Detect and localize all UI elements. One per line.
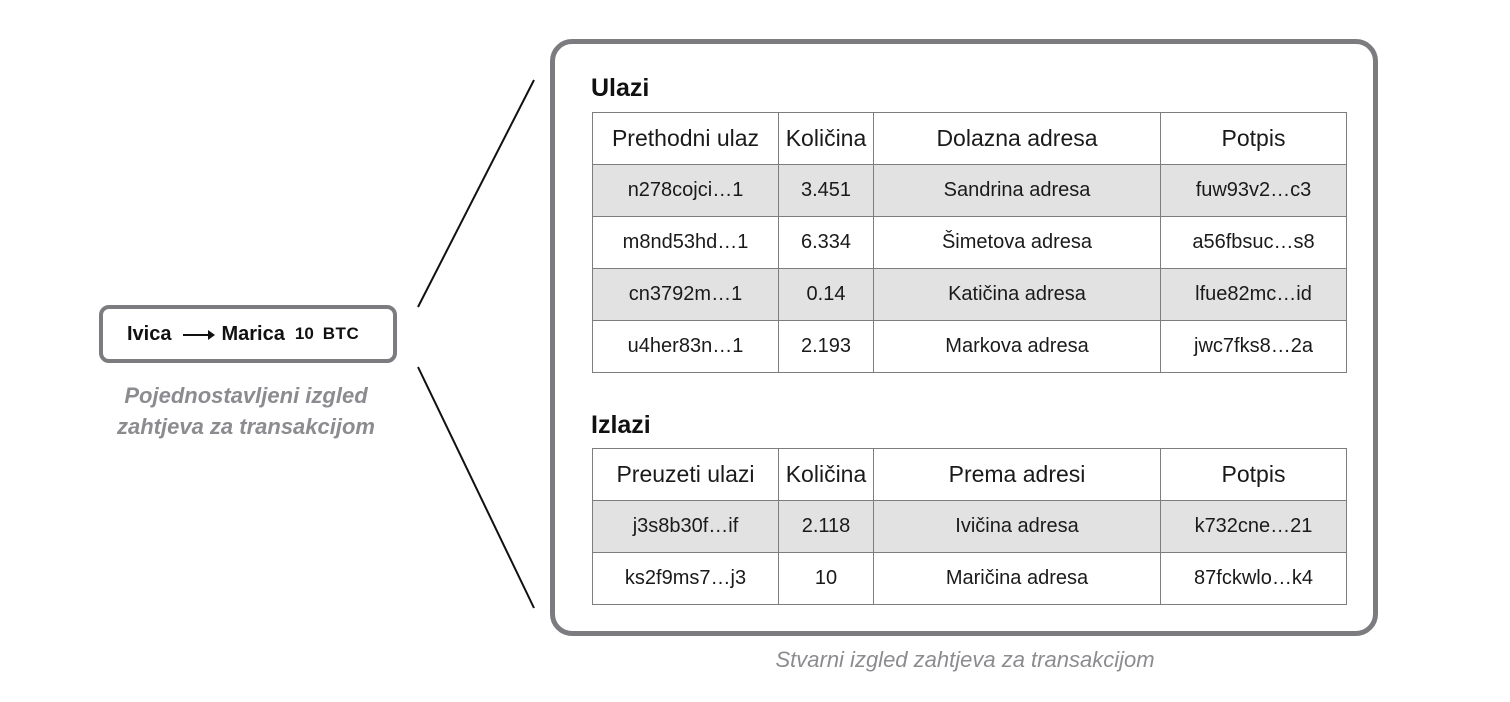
inputs-header-incoming-address: Dolazna adresa xyxy=(874,113,1161,165)
inputs-header-previous-input: Prethodni ulaz xyxy=(593,113,779,165)
amount-cell: 2.193 xyxy=(779,321,874,373)
address-cell: Katičina adresa xyxy=(874,269,1161,321)
simplified-caption xyxy=(96,380,396,442)
table-row xyxy=(593,553,1347,605)
amount-cell: 10 xyxy=(779,553,874,605)
inputs-header-signature: Potpis xyxy=(1161,113,1347,165)
arrow-right-icon xyxy=(183,334,211,336)
outputs-header-row xyxy=(593,449,1347,501)
outputs-header-amount: Količina xyxy=(779,449,874,501)
amount-cell: 6.334 xyxy=(779,217,874,269)
address-cell: Sandrina adresa xyxy=(874,165,1161,217)
previous-input-cell: cn3792m…1 xyxy=(593,269,779,321)
outputs-title: Izlazi xyxy=(591,411,651,439)
transaction-amount: 10 xyxy=(294,324,314,343)
previous-input-cell: n278cojci…1 xyxy=(593,165,779,217)
outputs-table xyxy=(592,448,1347,605)
simplified-caption-line2: zahtjeva za transakcijom xyxy=(116,414,375,439)
signature-cell: a56fbsuc…s8 xyxy=(1161,217,1347,269)
previous-input-cell: m8nd53hd…1 xyxy=(593,217,779,269)
signature-cell: fuw93v2…c3 xyxy=(1161,165,1347,217)
zoom-line-top xyxy=(418,80,534,307)
signature-cell: 87fckwlo…k4 xyxy=(1161,553,1347,605)
table-row xyxy=(593,165,1347,217)
amount-cell: 0.14 xyxy=(779,269,874,321)
signature-cell: k732cne…21 xyxy=(1161,501,1347,553)
sender-name: Ivica xyxy=(127,322,172,345)
inputs-header-row xyxy=(593,113,1347,165)
recipient-name: Marica xyxy=(221,322,285,345)
table-row xyxy=(593,321,1347,373)
inputs-title: Ulazi xyxy=(591,74,650,102)
inputs-table xyxy=(592,112,1347,373)
detailed-caption: Stvarni izgled zahtjeva za transakcijom xyxy=(775,647,1155,672)
taken-input-cell: j3s8b30f…if xyxy=(593,501,779,553)
simplified-caption-line1: Pojednostavljeni izgled xyxy=(124,383,368,408)
signature-cell: lfue82mc…id xyxy=(1161,269,1347,321)
transaction-currency: BTC xyxy=(322,324,360,343)
outputs-header-taken-inputs: Preuzeti ulazi xyxy=(593,449,779,501)
address-cell: Maričina adresa xyxy=(874,553,1161,605)
address-cell: Šimetova adresa xyxy=(874,217,1161,269)
outputs-header-signature: Potpis xyxy=(1161,449,1347,501)
amount-cell: 3.451 xyxy=(779,165,874,217)
zoom-line-bottom xyxy=(418,367,534,608)
inputs-header-amount: Količina xyxy=(779,113,874,165)
simplified-transaction-box xyxy=(99,305,397,363)
signature-cell: jwc7fks8…2a xyxy=(1161,321,1347,373)
amount-cell: 2.118 xyxy=(779,501,874,553)
table-row xyxy=(593,501,1347,553)
previous-input-cell: u4her83n…1 xyxy=(593,321,779,373)
address-cell: Ivičina adresa xyxy=(874,501,1161,553)
taken-input-cell: ks2f9ms7…j3 xyxy=(593,553,779,605)
outputs-header-destination-address: Prema adresi xyxy=(874,449,1161,501)
table-row xyxy=(593,217,1347,269)
address-cell: Markova adresa xyxy=(874,321,1161,373)
table-row xyxy=(593,269,1347,321)
